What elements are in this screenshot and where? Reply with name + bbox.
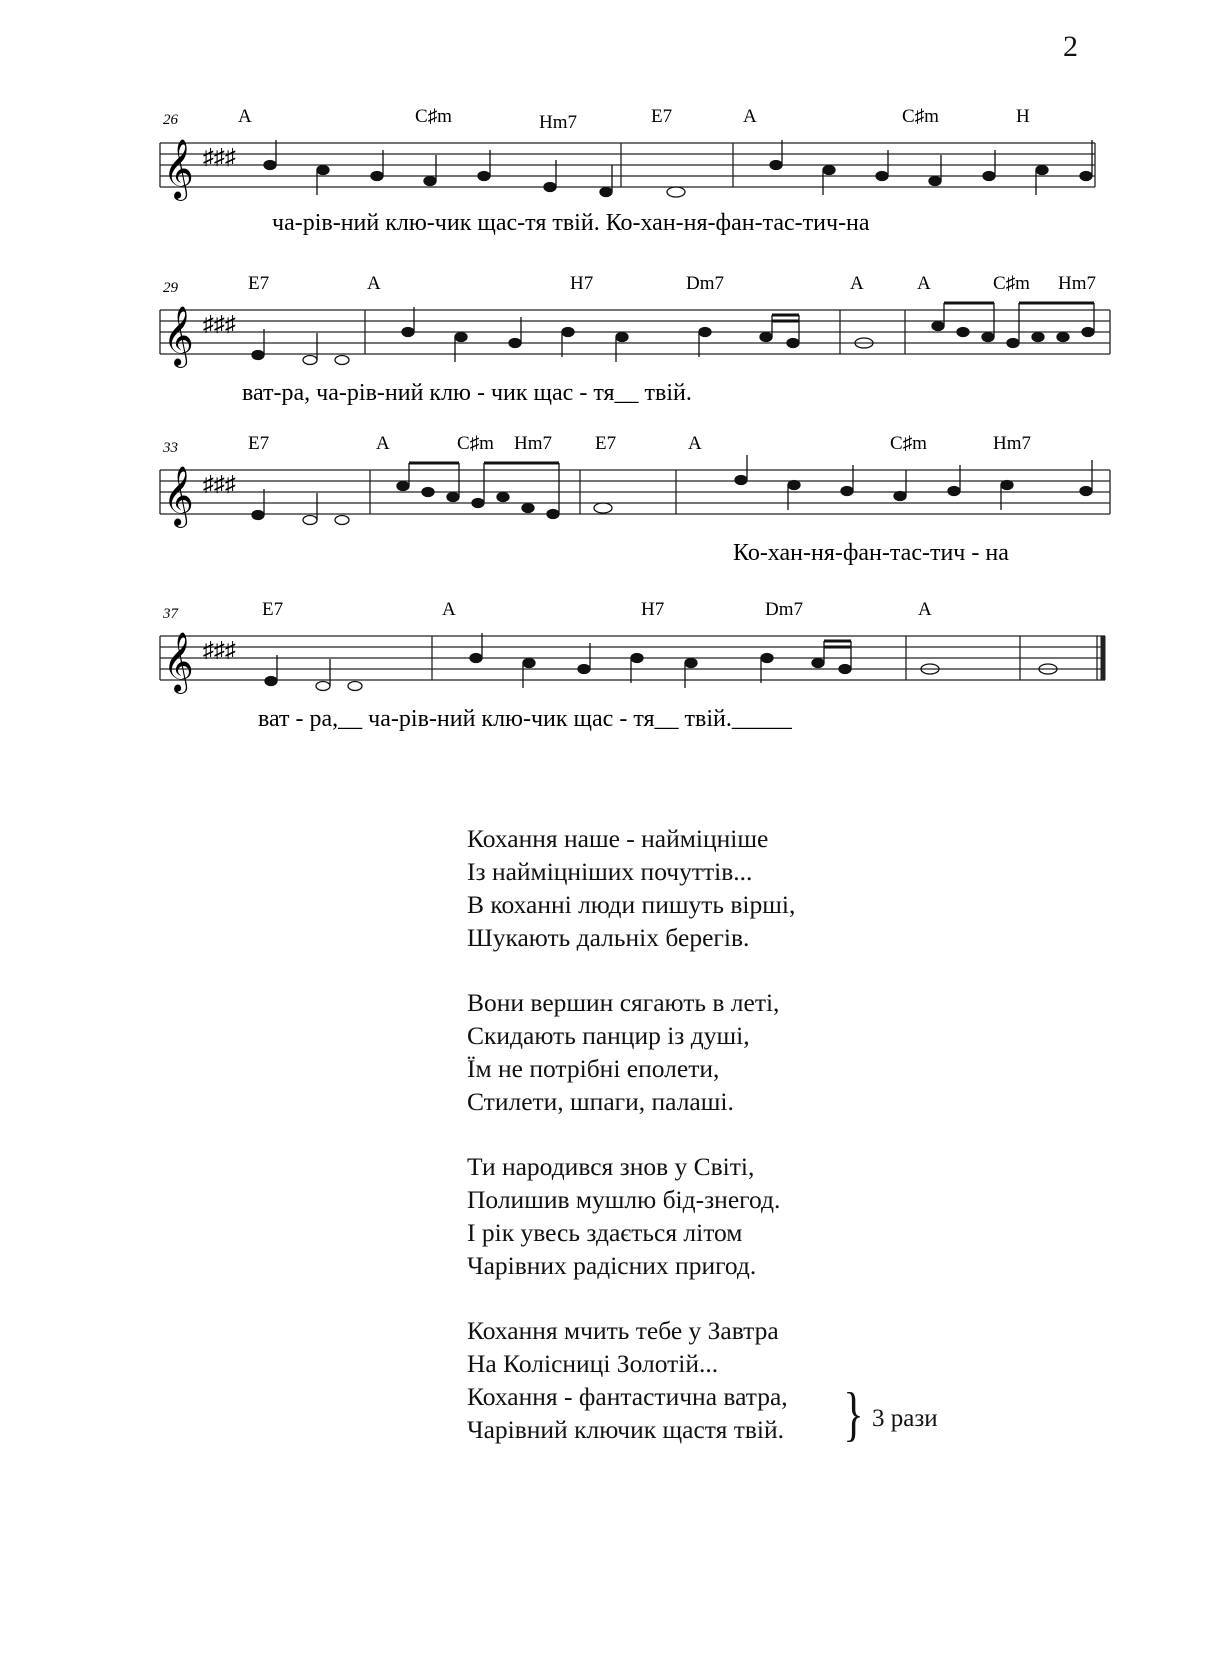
chord-symbol: E7	[248, 433, 270, 454]
treble-clef-icon: 𝄞	[163, 141, 194, 198]
chord-symbol: E7	[248, 273, 270, 294]
key-signature-icon: ♯♯♯	[203, 637, 236, 662]
notes	[265, 633, 1057, 691]
stanza-2	[467, 986, 795, 1118]
poem-line: Із найміцніших почуттів...	[467, 857, 753, 886]
chord-symbol: A	[367, 273, 381, 294]
chord-symbol: C♯m	[457, 433, 494, 454]
chord-symbol: Hm7	[1058, 273, 1096, 294]
lyrics-line: ват - ра,__ ча-рів-ний клю-чик щас - тя__ твій._____	[258, 706, 792, 732]
measure-number: 26	[163, 112, 178, 128]
chord-symbol: Dm7	[765, 599, 803, 620]
brace-icon: }	[843, 1381, 864, 1447]
poem-line: На Колісниці Золотій...	[467, 1349, 719, 1378]
staff-4	[0, 578, 1231, 732]
chord-symbol: H7	[570, 273, 594, 294]
chord-symbol: C♯m	[415, 106, 452, 127]
measure-number: 33	[163, 440, 178, 456]
poem-line: В коханні люди пишуть вірші,	[467, 890, 796, 919]
chord-symbol: A	[376, 433, 390, 454]
poem-line: Кохання мчить тебе у Завтра	[467, 1316, 779, 1345]
chord-symbol: Hm7	[514, 433, 552, 454]
chord-symbol: Dm7	[686, 273, 724, 294]
poem-line: Стилети, шпаги, палаші.	[467, 1087, 734, 1116]
stanza-3	[467, 1150, 795, 1282]
poem-line: Їм не потрібні еполети,	[467, 1054, 720, 1083]
stanza-4	[467, 1314, 938, 1447]
poem-line: Кохання - фантастична ватра,	[467, 1382, 788, 1411]
chord-symbol: C♯m	[993, 273, 1030, 294]
page-number: 2	[1063, 30, 1078, 63]
chord-symbol: A	[917, 273, 931, 294]
poem-line: Чарівних радісних пригод.	[467, 1251, 757, 1280]
staff-lines	[160, 143, 1095, 187]
chord-symbol: A	[850, 273, 864, 294]
staff-lines	[160, 470, 1110, 514]
chord-symbol: E7	[595, 433, 617, 454]
chord-symbol: Hm7	[539, 112, 577, 133]
measure-number: 37	[163, 606, 178, 622]
chord-symbol: Hm7	[993, 433, 1031, 454]
repeat-block	[467, 1380, 938, 1447]
poem-line: Ти народився знов у Світі,	[467, 1152, 755, 1181]
chord-symbol: C♯m	[890, 433, 927, 454]
chord-symbol: A	[238, 106, 252, 127]
chord-symbol: H7	[641, 599, 665, 620]
staff-3	[0, 415, 1231, 565]
treble-clef-icon: 𝄞	[163, 308, 194, 365]
poem-text	[467, 822, 938, 1478]
key-signature-icon: ♯♯♯	[203, 311, 236, 336]
notes	[252, 303, 1094, 365]
lyrics-line: Ко-хан-ня-фан-тас-тич - на	[733, 540, 1009, 566]
chord-symbol: A	[918, 599, 932, 620]
poem-line: Вони вершин сягають в леті,	[467, 988, 780, 1017]
chord-symbol: C♯m	[902, 106, 939, 127]
chord-symbol: A	[743, 106, 757, 127]
poem-line: Полишив мушлю бід-знегод.	[467, 1185, 781, 1214]
poem-line: Скидають панцир із душі,	[467, 1021, 750, 1050]
poem-line: Кохання наше - найміцніше	[467, 824, 769, 853]
staff-1	[0, 100, 1231, 240]
treble-clef-icon: 𝄞	[163, 468, 194, 525]
music-system-4	[0, 578, 1231, 798]
lyrics-line: ча-рів-ний клю-чик щас-тя твій. Ко-хан-ня-фан-тас-тич-на	[272, 210, 870, 236]
poem-line: Чарівний ключик щастя твій.	[467, 1415, 784, 1444]
notes	[264, 140, 1092, 197]
repeat-count-label: 3 рази	[872, 1405, 938, 1432]
key-signature-icon: ♯♯♯	[203, 471, 236, 496]
treble-clef-icon: 𝄞	[163, 634, 194, 691]
measure-number: 29	[163, 280, 178, 296]
chord-symbol: A	[688, 433, 702, 454]
poem-line: Шукають дальніх берегів.	[467, 923, 750, 952]
chord-symbol: A	[442, 599, 456, 620]
stanza-1	[467, 822, 795, 954]
chord-symbol: E7	[262, 599, 284, 620]
poem-line: І рік увесь здається літом	[467, 1218, 743, 1247]
chord-symbol: E7	[651, 106, 673, 127]
chord-symbol: H	[1016, 106, 1030, 127]
key-signature-icon: ♯♯♯	[203, 144, 236, 169]
staff-2	[0, 255, 1231, 405]
lyrics-line: ват-ра, ча-рів-ний клю - чик щас - тя__ твій.	[242, 380, 692, 406]
